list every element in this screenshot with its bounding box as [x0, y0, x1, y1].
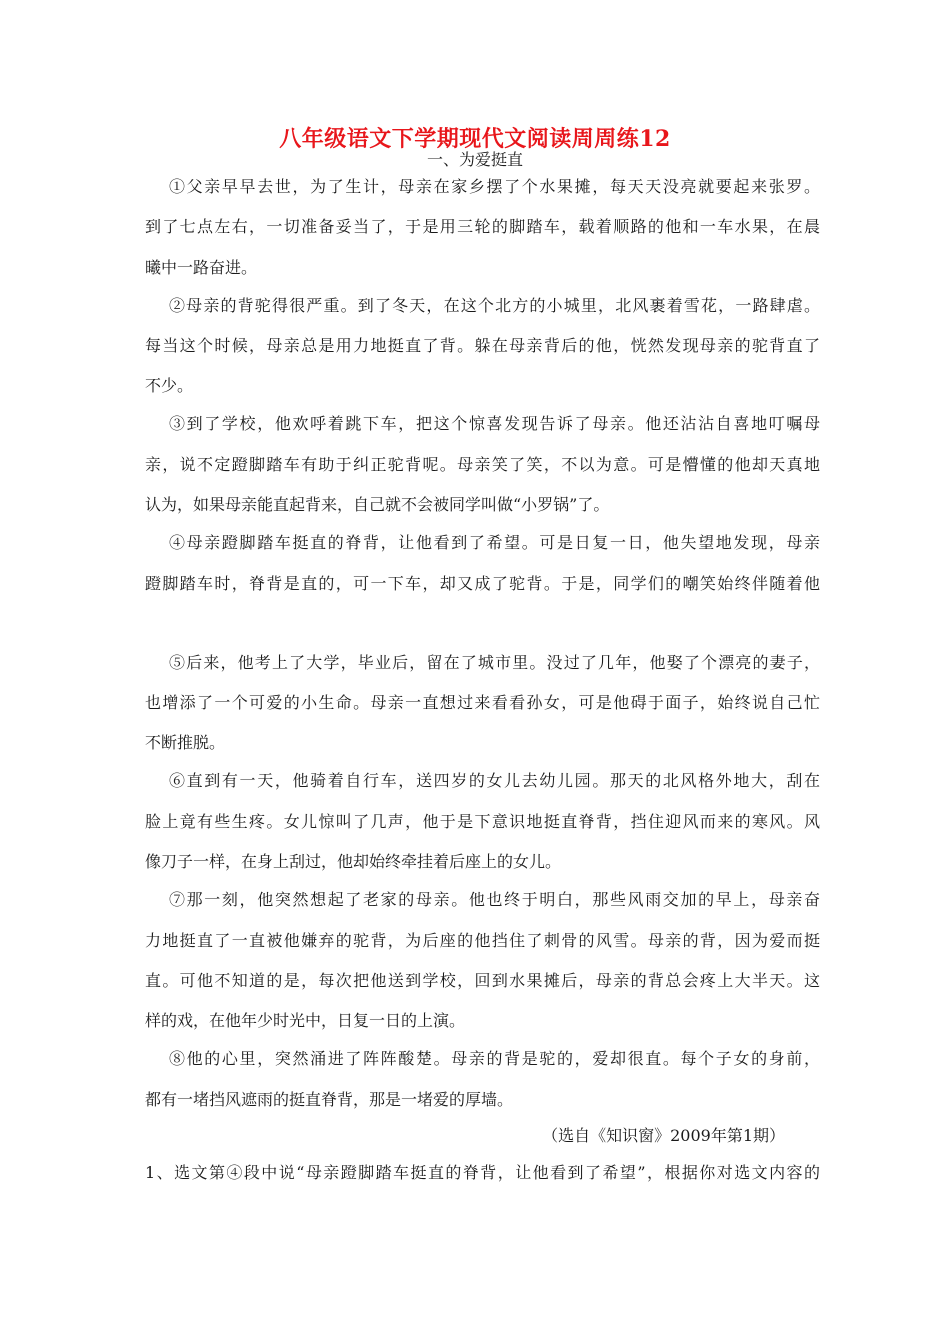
- paragraph-line: ⑧他的心里，突然涌进了阵阵酸楚。母亲的背是驼的，爱却很直。每个子女的身前，: [169, 1049, 820, 1068]
- source-citation: （选自《知识窗》2009年第1期）: [542, 1126, 785, 1145]
- paragraph-line: 亲，说不定蹬脚踏车有助于纠正驼背呢。母亲笑了笑，不以为意。可是懵懂的他却天真地: [145, 455, 820, 474]
- paragraph-line: ④母亲蹬脚踏车挺直的脊背，让他看到了希望。可是日复一日，他失望地发现，母亲: [169, 533, 820, 552]
- paragraph-line: ③到了学校，他欢呼着跳下车，把这个惊喜发现告诉了母亲。他还沾沾自喜地叮嘱母: [169, 414, 820, 433]
- paragraph-line: ⑦那一刻，他突然想起了老家的母亲。他也终于明白，那些风雨交加的早上，母亲奋: [169, 890, 820, 909]
- question-line: 1、选文第④段中说“母亲蹬脚踏车挺直的脊背，让他看到了希望”，根据你对选文内容的: [145, 1163, 820, 1182]
- paragraph-line: 认为，如果母亲能直起背来，自己就不会被同学叫做“小罗锅”了。: [145, 495, 610, 514]
- paragraph-line: 不少。: [145, 376, 194, 395]
- paragraph-line: ②母亲的背驼得很严重。到了冬天，在这个北方的小城里，北风裹着雪花，一路肆虐。: [169, 296, 820, 315]
- paragraph-line: 到了七点左右，一切准备妥当了，于是用三轮的脚踏车，载着顺路的他和一车水果，在晨: [145, 217, 820, 236]
- paragraph-line: 力地挺直了一直被他嫌弃的驼背，为后座的他挡住了刺骨的风雪。母亲的背，因为爱而挺: [145, 931, 820, 950]
- paragraph-line: ①父亲早早去世，为了生计，母亲在家乡摆了个水果摊，每天天没亮就要起来张罗。: [169, 177, 820, 196]
- paragraph-line: ⑤后来，他考上了大学，毕业后，留在了城市里。没过了几年，他娶了个漂亮的妻子，: [169, 653, 820, 672]
- paragraph-line: 都有一堵挡风遮雨的挺直脊背，那是一堵爱的厚墙。: [145, 1090, 514, 1109]
- paragraph-line: ⑥直到有一天，他骑着自行车，送四岁的女儿去幼儿园。那天的北风格外地大，刮在: [169, 771, 820, 790]
- paragraph-line: 蹬脚踏车时，脊背是直的，可一下车，却又成了驼背。于是，同学们的嘲笑始终伴随着他: [145, 574, 820, 593]
- paragraph-line: 样的戏，在他年少时光中，日复一日的上演。: [145, 1011, 466, 1030]
- paragraph-line: 像刀子一样，在身上刮过，他却始终牵挂着后座上的女儿。: [145, 852, 562, 871]
- paragraph-line: 脸上竟有些生疼。女儿惊叫了几声，他于是下意识地挺直脊背，挡住迎风而来的寒风。风: [145, 812, 820, 831]
- paragraph-line: 也增添了一个可爱的小生命。母亲一直想过来看看孙女，可是他碍于面子，始终说自己忙: [145, 693, 820, 712]
- paragraph-line: 不断推脱。: [145, 733, 226, 752]
- paragraph-line: 每当这个时候，母亲总是用力地挺直了背。躲在母亲背后的他，恍然发现母亲的驼背直了: [145, 336, 820, 355]
- section-heading: 一、为爱挺直: [426, 150, 523, 169]
- document-title: 八年级语文下学期现代文阅读周周练12: [279, 126, 671, 152]
- paragraph-line: 直。可他不知道的是，每次把他送到学校，回到水果摊后，母亲的背总会疼上大半天。这: [145, 971, 820, 990]
- paragraph-line: 曦中一路奋进。: [145, 258, 258, 277]
